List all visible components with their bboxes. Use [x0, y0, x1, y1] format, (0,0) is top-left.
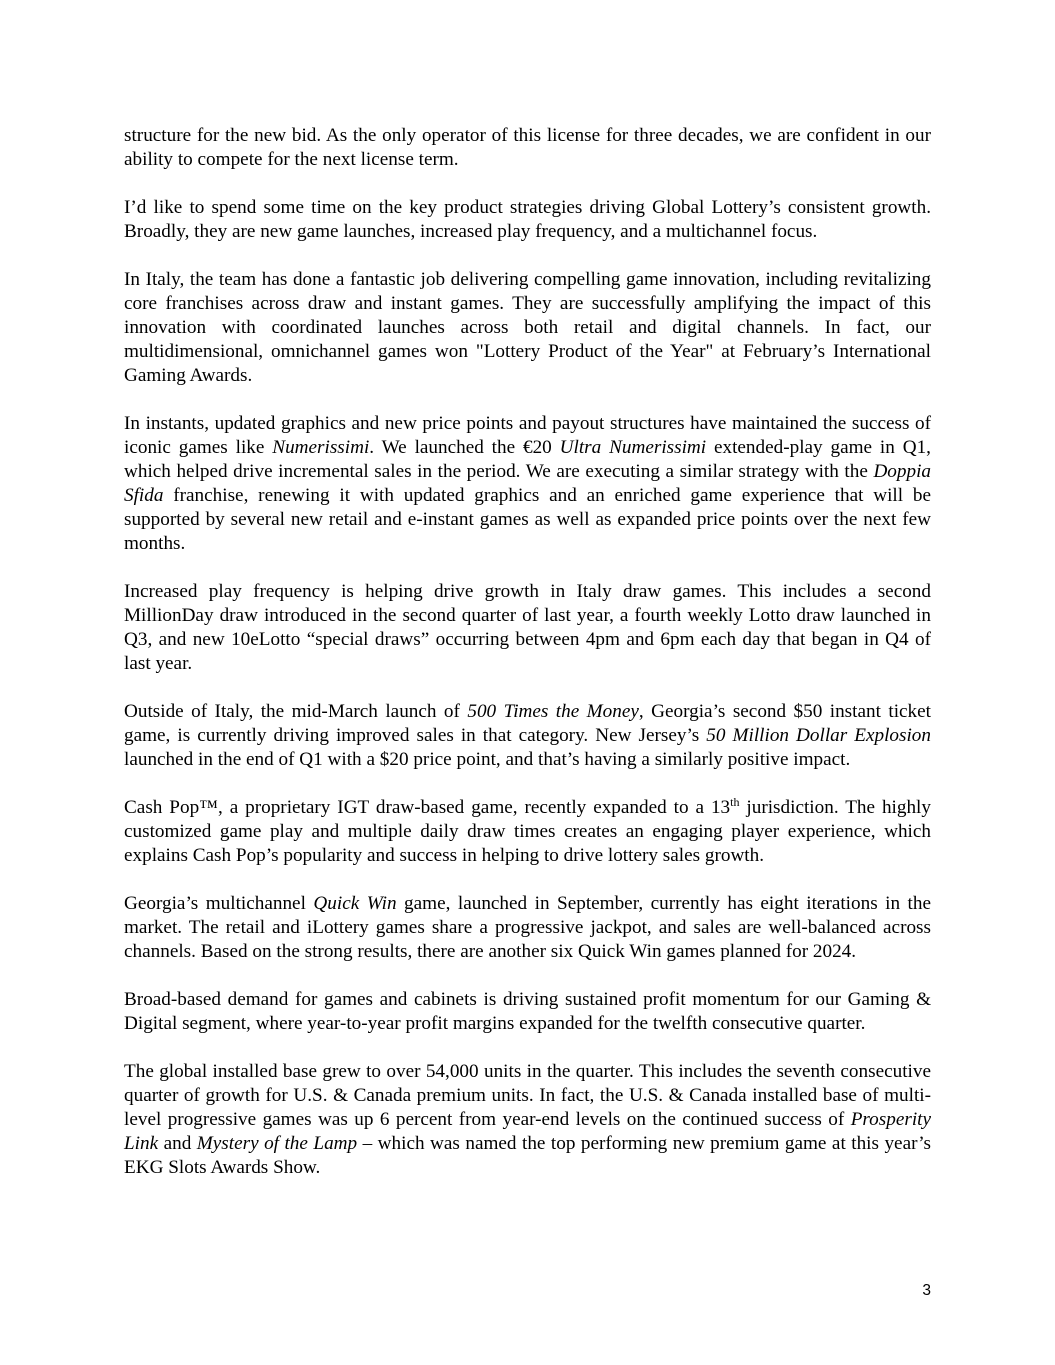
italic-title: Prosperity Link [124, 1109, 931, 1154]
document-page [124, 124, 931, 1204]
text-run: In Italy, the team has done a fantastic job delivering compelling game innovation, including revitalizing core franchises across draw and instant games. They are successfully amplifying the impact of this innovation with coordinated launches across both retail and digital channels. In fact, our multidimensional, omnichannel games won "Lottery Product of the Year" at February’s International Gaming Awards. [124, 269, 931, 386]
text-run: I’d like to spend some time on the key product strategies driving Global Lottery’s consistent growth. Broadly, they are new game launches, increased play frequency, and a multichannel focus. [124, 197, 931, 242]
paragraph-p4 [124, 412, 931, 556]
superscript: th [730, 795, 740, 809]
text-run: Outside of Italy, the mid-March launch of [124, 701, 468, 722]
text-run: jurisdiction. The highly customized game play and multiple daily draw times creates an engaging player experience, which explains Cash Pop’s popularity and success in helping to drive lottery sales growth. [124, 797, 931, 866]
text-run: Increased play frequency is helping drive growth in Italy draw games. This includes a second MillionDay draw introduced in the second quarter of last year, a fourth weekly Lotto draw launched in Q3, and new 10eLotto “special draws” occurring between 4pm and 6pm each day that began in Q4 of last year. [124, 581, 931, 674]
italic-title: Numerissimi [272, 437, 370, 458]
text-run: Georgia’s multichannel [124, 893, 314, 914]
text-run: and [158, 1133, 197, 1154]
paragraph-p10 [124, 1060, 931, 1180]
text-run: launched in the end of Q1 with a $20 price point, and that’s having a similarly positive impact. [124, 749, 851, 770]
body-text [124, 124, 931, 1180]
paragraph-p7 [124, 796, 931, 868]
italic-title: Mystery of the Lamp [196, 1133, 358, 1154]
text-run: extended-play game in Q1, which helped drive incremental sales in the period. We are executing a similar strategy with the [124, 437, 931, 482]
italic-title: 500 Times the Money [467, 701, 639, 722]
text-run: . We launched the €20 [369, 437, 560, 458]
text-run: franchise, renewing it with updated graphics and an enriched game experience that will be supported by several new retail and e-instant games as well as expanded price points over the next few months. [124, 485, 931, 554]
paragraph-p5 [124, 580, 931, 676]
text-run: structure for the new bid. As the only operator of this license for three decades, we are confident in our ability to compete for the next license term. [124, 125, 931, 170]
paragraph-p8 [124, 892, 931, 964]
paragraph-p3 [124, 268, 931, 388]
text-run: In instants, updated graphics and new price points and payout structures have maintained the success of iconic games like [124, 413, 931, 458]
text-run: , Georgia’s second $50 instant ticket game, is currently driving improved sales in that category. New Jersey’s [124, 701, 931, 746]
italic-title: Quick Win [313, 893, 397, 914]
italic-title: Ultra Numerissimi [559, 437, 707, 458]
text-run: Cash Pop™, a proprietary IGT draw-based game, recently expanded to a 13 [124, 797, 731, 818]
paragraph-p2 [124, 196, 931, 244]
paragraph-p9 [124, 988, 931, 1036]
page-number: 3 [922, 1282, 931, 1299]
paragraph-p6 [124, 700, 931, 772]
italic-title: Doppia Sfida [124, 461, 931, 506]
italic-title: 50 Million Dollar Explosion [706, 725, 931, 746]
text-run: Broad-based demand for games and cabinets is driving sustained profit momentum for our Gaming & Digital segment, where year-to-year profit margins expanded for the twelfth consecutive quarter. [124, 989, 931, 1034]
text-run: The global installed base grew to over 54,000 units in the quarter. This includes the seventh consecutive quarter of growth for U.S. & Canada premium units. In fact, the U.S. & Canada installed base of multi-level progressive games was up 6 percent from year-end levels on the continued success of [124, 1061, 931, 1130]
text-run: game, launched in September, currently has eight iterations in the market. The retail and iLottery games share a progressive jackpot, and sales are well-balanced across channels. Based on the strong results, there are another six Quick Win games planned for 2024. [124, 893, 932, 962]
text-run: – which was named the top performing new premium game at this year’s EKG Slots Awards Show. [124, 1133, 931, 1178]
paragraph-p1 [124, 124, 931, 172]
